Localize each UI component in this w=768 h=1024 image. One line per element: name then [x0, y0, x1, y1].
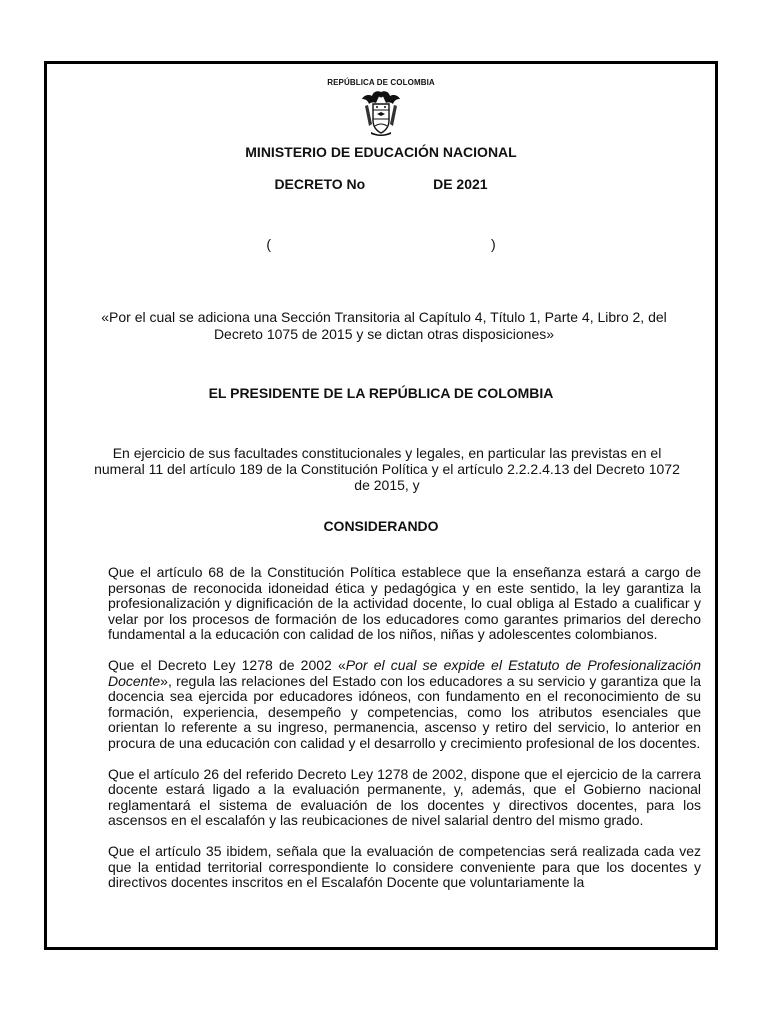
paragraph-text: Que el Decreto Ley 1278 de 2002 « — [108, 656, 346, 673]
consideration-paragraph: Que el artículo 68 de la Constitución Política establece que la enseñanza estará a cargo de personas de reconocida idoneidad ética y pedagógica y en este sentido, la ley garantiza la profesionalización y dignificación de la actividad docente, lo cual obliga al Estado a cualificar y velar por los procesos de formación de los educadores como garantes primarios del derecho fundamental a la educación con calidad de los niños, niñas y adolescentes colombianos. — [108, 564, 701, 643]
consideration-paragraph — [108, 658, 701, 752]
considerations-body — [108, 565, 701, 906]
consideration-paragraph: Que el artículo 26 del referido Decreto Ley 1278 de 2002, dispone que el ejercicio de la carrera docente estará ligado a la evaluación permanente, y, además, que el Gobierno nacional reglamentará el sistema de evaluación de los docentes y directivos docentes, para los ascensos en el escalafón y las reubicaciones de nivel salarial dentro del mismo grado. — [108, 765, 701, 829]
decree-title-blank — [47, 236, 715, 252]
decree-number-line — [47, 176, 715, 192]
paren-open: ( — [266, 236, 271, 252]
document-page — [44, 61, 718, 950]
paragraph-text: », regula las relaciones del Estado con los educadores a su servicio y garantiza que la docencia sea ejercida por educadores idóneos, con fundamento en el reconocimiento de su formación, experiencia, desempeño y competencias, como los atributos esenciales que orientan lo referente a su ingreso, permanencia, ascenso y retiro del servicio, lo anterior en procura de una educación con calidad y el desarrollo y crecimiento profesional de los docentes. — [108, 672, 701, 751]
considering-heading: CONSIDERANDO — [323, 518, 439, 534]
coat-of-arms-icon — [359, 88, 403, 138]
statute-title-italic: Por el cual se expide el Estatuto de Profesionalización Docente — [108, 656, 701, 689]
republic-label: REPÚBLICA DE COLOMBIA — [327, 78, 435, 87]
decree-label: DECRETO No — [274, 176, 366, 192]
president-heading: EL PRESIDENTE DE LA REPÚBLICA DE COLOMBIA — [208, 385, 554, 401]
ministry-title: MINISTERIO DE EDUCACIÓN NACIONAL — [245, 144, 517, 160]
paren-close: ) — [491, 236, 496, 252]
consideration-paragraph: Que el artículo 35 ibidem, señala que la evaluación de competencias será realizada cada vez que la entidad territorial correspondiente lo considere conveniente para que los docentes y directivos docentes inscritos en el Escalafón Docente que voluntariamente la — [108, 842, 701, 891]
decree-epigraph: «Por el cual se adiciona una Sección Transitoria al Capítulo 4, Título 1, Parte 4, Libro 2, del Decreto 1075 de 2015 y se dictan otras disposiciones» — [101, 309, 667, 342]
decree-year: DE 2021 — [433, 176, 488, 192]
faculties-paragraph: En ejercicio de sus facultades constitucionales y legales, en particular las previstas en el numeral 11 del artículo 189 de la Constitución Política y el artículo 2.2.2.4.13 del Decreto 1072 de 2015, y — [94, 445, 680, 493]
